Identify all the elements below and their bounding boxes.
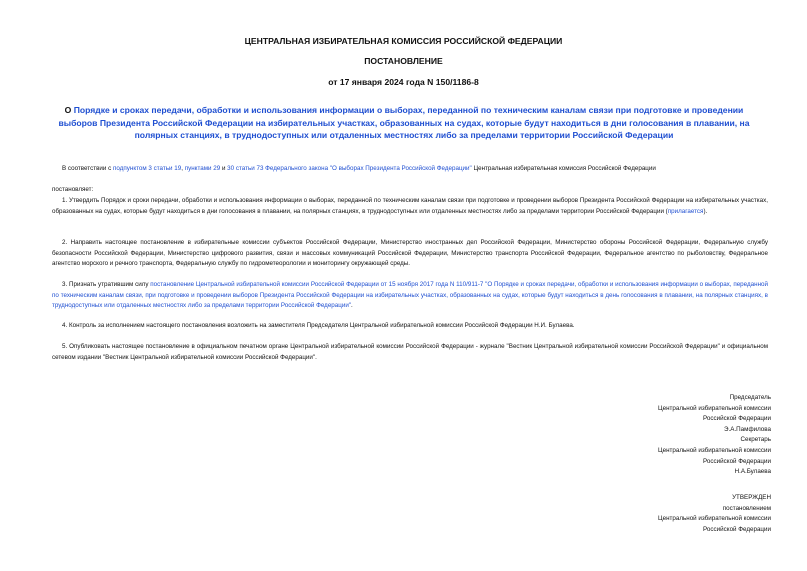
- approved-line-2: Центральной избирательной комиссии: [657, 515, 771, 523]
- chair-org-line-1: Центральной избирательной комиссии: [657, 404, 771, 412]
- repealed-resolution-link[interactable]: постановление Центральной избирательной комиссии Российской Федерации от 15 ноября 2017 года N 110/911-7 "О Порядке и сроках передачи, обработки и использования информации о выборах, переданной по техническим каналам связи, при подготовке и проведении выборов Президента Российской Федерации на избирательных участках, образованных на судах, которые будут находиться в день голосования в плавании, на полярных станциях, в труднодоступных или отдаленных местностях либо за пределами территории Российской Федерации": [52, 281, 768, 310]
- paragraph-4: [52, 321, 768, 332]
- chair-name: Э.А.Памфилова: [724, 425, 771, 433]
- paragraph-3-end: .: [351, 302, 353, 310]
- federal-law-link[interactable]: Федерального закона "О выборах Президента Российской Федерации": [265, 165, 472, 172]
- secretary-role: Секретарь: [740, 436, 771, 444]
- document-type: ПОСТАНОВЛЕНИЕ: [364, 56, 443, 66]
- approved-word: УТВЕРЖДЕН: [732, 494, 771, 501]
- law-link-paragraph-29[interactable]: пунктами 29: [184, 165, 221, 172]
- approved-line-1: постановлением: [722, 504, 771, 512]
- secretary-name: Н.А.Булаева: [734, 468, 771, 476]
- paragraph-1: [52, 196, 768, 217]
- title-prefix: О: [64, 105, 74, 115]
- preamble-text-end: Центральная избирательная комиссия Российской Федерации: [471, 165, 656, 172]
- preamble-text: В соответствии с: [62, 165, 113, 172]
- org-header: ЦЕНТРАЛЬНАЯ ИЗБИРАТЕЛЬНАЯ КОМИССИЯ РОССИЙСКОЙ ФЕДЕРАЦИИ: [244, 36, 563, 46]
- paragraph-1-end: ).: [703, 207, 708, 215]
- chair-org-line-2: Российской Федерации: [703, 415, 771, 423]
- paragraph-4-text: 4. Контроль за исполнением настоящего постановления возложить на заместителя Председателя Центральной избирательной комиссии Российской Федерации Н.И. Булаева.: [62, 322, 575, 329]
- attached-link[interactable]: прилагается: [667, 207, 704, 215]
- paragraph-5: [52, 342, 768, 363]
- paragraph-5-text: 5. Опубликовать настоящее постановление в официальном печатном органе Центральной избирательной комиссии Российской Федерации - журнале "Вестник Центральной избирательной комиссии Российской Федерации" и официальном сетевом издании "Вестник Центральной избирательной комиссии Российской Федерации".: [52, 343, 768, 361]
- secretary-org-line-1: Центральной избирательной комиссии: [657, 446, 771, 454]
- preamble-sep: ,: [181, 165, 185, 172]
- chair-role: Председатель: [729, 394, 771, 401]
- paragraph-1-text: 1. Утвердить Порядок и сроки передачи, обработки и использования информации о выборах, переданной по техническим каналам связи при подготовке и проведении выборов Президента Российской Федерации на избирательных участках, образованных на судах, которые будут находиться в дни голосования в плавании, на полярных станциях, в труднодоступных или отдаленных местностях либо за пределами территории Российской Федерации (: [52, 197, 768, 215]
- law-link-subparagraph[interactable]: подпунктом 3 статьи 19: [112, 165, 182, 172]
- preamble-sep: и: [220, 165, 228, 172]
- preamble: [52, 164, 768, 175]
- document-date-number: от 17 января 2024 года N 150/1186-8: [328, 77, 479, 87]
- title-link[interactable]: Порядке и сроках передачи, обработки и использования информации о выборах, переданной по техническим каналам связи при подготовке и проведении выборов Президента Российской Федерации на избирательных участках, образованных на судах, которые будут находиться в дни голосования в плавании, на полярных станциях, в труднодоступных или отдаленных местностях либо за пределами территории Российской Федерации: [58, 105, 750, 140]
- secretary-org-line-2: Российской Федерации: [703, 457, 771, 465]
- approved-line-3: Российской Федерации: [703, 525, 771, 533]
- paragraph-2-text: 2. Направить настоящее постановление в избирательные комиссии субъектов Российской Федерации, Министерство иностранных дел Российской Федерации, Министерство обороны Российской Федерации, Федеральную службу безопасности Российской Федерации, Министерство цифрового развития, связи и массовых коммуникаций Российской Федерации, Министерство транспорта Российской Федерации, Федеральное агентство по рыболовству, Федеральное агентство морского и речного транспорта, Федеральную службу по гидрометеорологии и мониторингу окружающей среды.: [52, 239, 768, 268]
- approval-block: [551, 493, 771, 535]
- paragraph-2: [52, 238, 768, 270]
- law-link-article-73[interactable]: 30 статьи 73: [227, 165, 264, 172]
- paragraph-3-text: 3. Признать утратившим силу: [62, 281, 151, 288]
- paragraph-3: [52, 280, 768, 312]
- signature-block: [551, 393, 771, 478]
- document-title: [48, 104, 760, 142]
- resolves-word: постановляет:: [52, 186, 94, 193]
